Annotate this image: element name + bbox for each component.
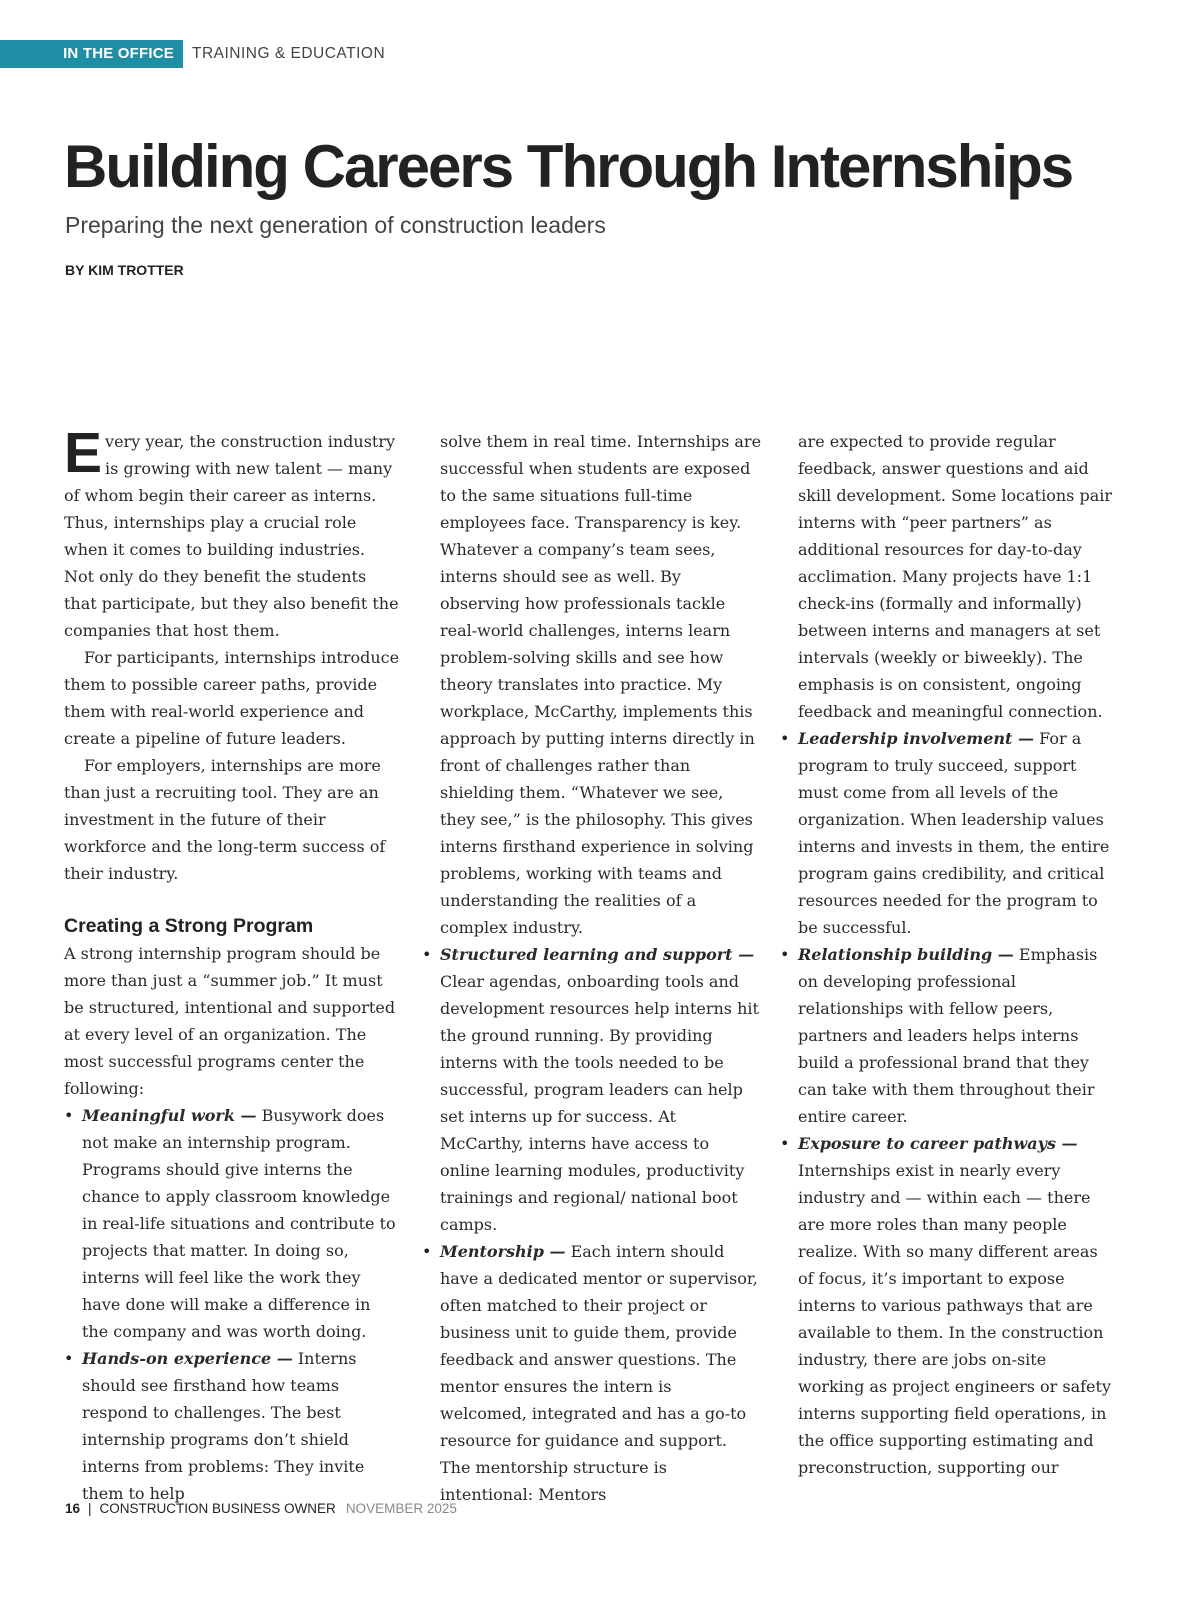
list-item-text: Busywork does not make an internship program. Programs should give interns the chance to apply classroom knowledge in real-life situations and contribute to projects that matter. In doing so, interns will feel like the work they have done will make a difference in the company and was worth doing. <box>82 1106 396 1341</box>
program-list-part-1 <box>64 1102 400 1507</box>
list-item-term: Hands-on experience — <box>82 1349 293 1368</box>
body-paragraph-1 <box>64 421 400 644</box>
list-item-text: Each intern should have a dedicated mentor or supervisor, often matched to their project or business unit to guide them, provide feedback and answer questions. The mentor ensures the intern is welcomed, integrated and has a go-to resource for guidance and support. The mentorship structure is intentional: Mentors <box>440 1242 758 1504</box>
section-bar <box>0 40 385 68</box>
body-paragraph-3: For employers, internships are more than just a recruiting tool. They are an investment in the future of their workforce and the long-term success of their industry. <box>64 756 386 883</box>
list-item-term: Mentorship — <box>440 1242 566 1261</box>
column-1 <box>64 421 400 1507</box>
section-heading: Creating a Strong Program <box>64 915 314 937</box>
list-item-term: Meaningful work — <box>82 1106 257 1125</box>
page-number: 16 <box>65 1501 81 1516</box>
body-paragraph-4: A strong internship program should be more than just a “summer job.” It must be structured, intentional and supported at every level of an organization. The most successful programs center the following: <box>64 944 396 1098</box>
drop-cap: E <box>64 421 103 485</box>
list-item-text: Interns should see firsthand how teams respond to challenges. The best internship programs don’t shield interns from problems: They invite them to help <box>82 1349 365 1503</box>
list-item-structured-learning <box>422 941 762 1238</box>
column-3 <box>780 428 1116 1481</box>
column-2 <box>422 428 762 1508</box>
program-list-part-2 <box>422 428 762 1508</box>
list-item-leadership-involvement <box>780 725 1116 941</box>
list-item-continued: solve them in real time. Internships are successful when students are exposed to the same situations full-time employees face. Transparency is key. Whatever a company’s team sees, interns should see as well. By observing how professionals tackle real-world challenges, interns learn problem-solving skills and see how theory translates into practice. My workplace, McCarthy, implements this approach by putting interns directly in front of challenges rather than shielding them. “Whatever we see, they see,” is the philosophy. This gives interns firsthand experience in solving problems, working with teams and understanding the realities of a complex industry. <box>440 432 762 937</box>
list-item-mentorship <box>422 1238 762 1508</box>
section-tag: IN THE OFFICE <box>0 40 183 68</box>
list-item-term: Relationship building — <box>798 945 1014 964</box>
list-item-text: Clear agendas, onboarding tools and development resources help interns hit the ground running. By providing interns with the tools needed to be successful, program leaders can help set interns up for success. At McCarthy, interns have access to online learning modules, productivity trainings and regional/ national boot camps. <box>440 972 759 1234</box>
program-list-part-3 <box>780 428 1116 1481</box>
body-paragraph-2: For participants, internships introduce them to possible career paths, provide them with real-world experience and create a pipeline of future leaders. <box>64 648 400 748</box>
list-item-text: For a program to truly succeed, support must come from all levels of the organization. When leadership values interns and invests in them, the entire program gains credibility, and critical resources needed for the program to be successful. <box>798 729 1110 937</box>
list-item-text: Emphasis on developing professional relationships with fellow peers, partners and leaders helps interns build a professional brand that they can take with them throughout their entire career. <box>798 945 1098 1126</box>
list-item-hands-on-experience <box>64 1345 400 1507</box>
list-item-career-pathways <box>780 1130 1116 1481</box>
list-item-continued: are expected to provide regular feedback, answer questions and aid skill development. Some locations pair interns with “peer partners” as additional resources for day-to-day acclimation. Many projects have 1:1 check-ins (formally and informally) between interns and managers at set intervals (weekly or biweekly). The emphasis is on consistent, ongoing feedback and meaningful connection. <box>798 432 1112 721</box>
list-item-meaningful-work <box>64 1102 400 1345</box>
page-footer <box>65 1501 457 1516</box>
article-title: Building Careers Through Internships <box>64 133 1073 200</box>
section-subtitle: TRAINING & EDUCATION <box>192 45 386 62</box>
list-item-relationship-building <box>780 941 1116 1130</box>
list-item-term: Structured learning and support — <box>440 945 755 964</box>
list-item-term: Exposure to career pathways — <box>798 1134 1078 1153</box>
footer-separator: | <box>88 1501 92 1516</box>
article-byline: BY KIM TROTTER <box>65 262 184 278</box>
paragraph-1-text: very year, the construction industry is growing with new talent — many of whom begin their career as interns. Thus, internships play a crucial role when it comes to building industries. Not only do they benefit the students that participate, but they also benefit the companies that host them. <box>64 432 399 640</box>
publication-name: CONSTRUCTION BUSINESS OWNER <box>99 1501 336 1516</box>
list-item-term: Leadership involvement — <box>798 729 1035 748</box>
issue-date: NOVEMBER 2025 <box>345 1501 457 1516</box>
article-subtitle: Preparing the next generation of construction leaders <box>65 212 606 238</box>
list-item-text: Internships exist in nearly every industry and — within each — there are more roles than many people realize. With so many different areas of focus, it’s important to expose interns to various pathways that are available to them. In the construction industry, there are jobs on-site working as project engineers or safety interns supporting field operations, in the office supporting estimating and preconstruction, supporting our <box>798 1161 1111 1477</box>
